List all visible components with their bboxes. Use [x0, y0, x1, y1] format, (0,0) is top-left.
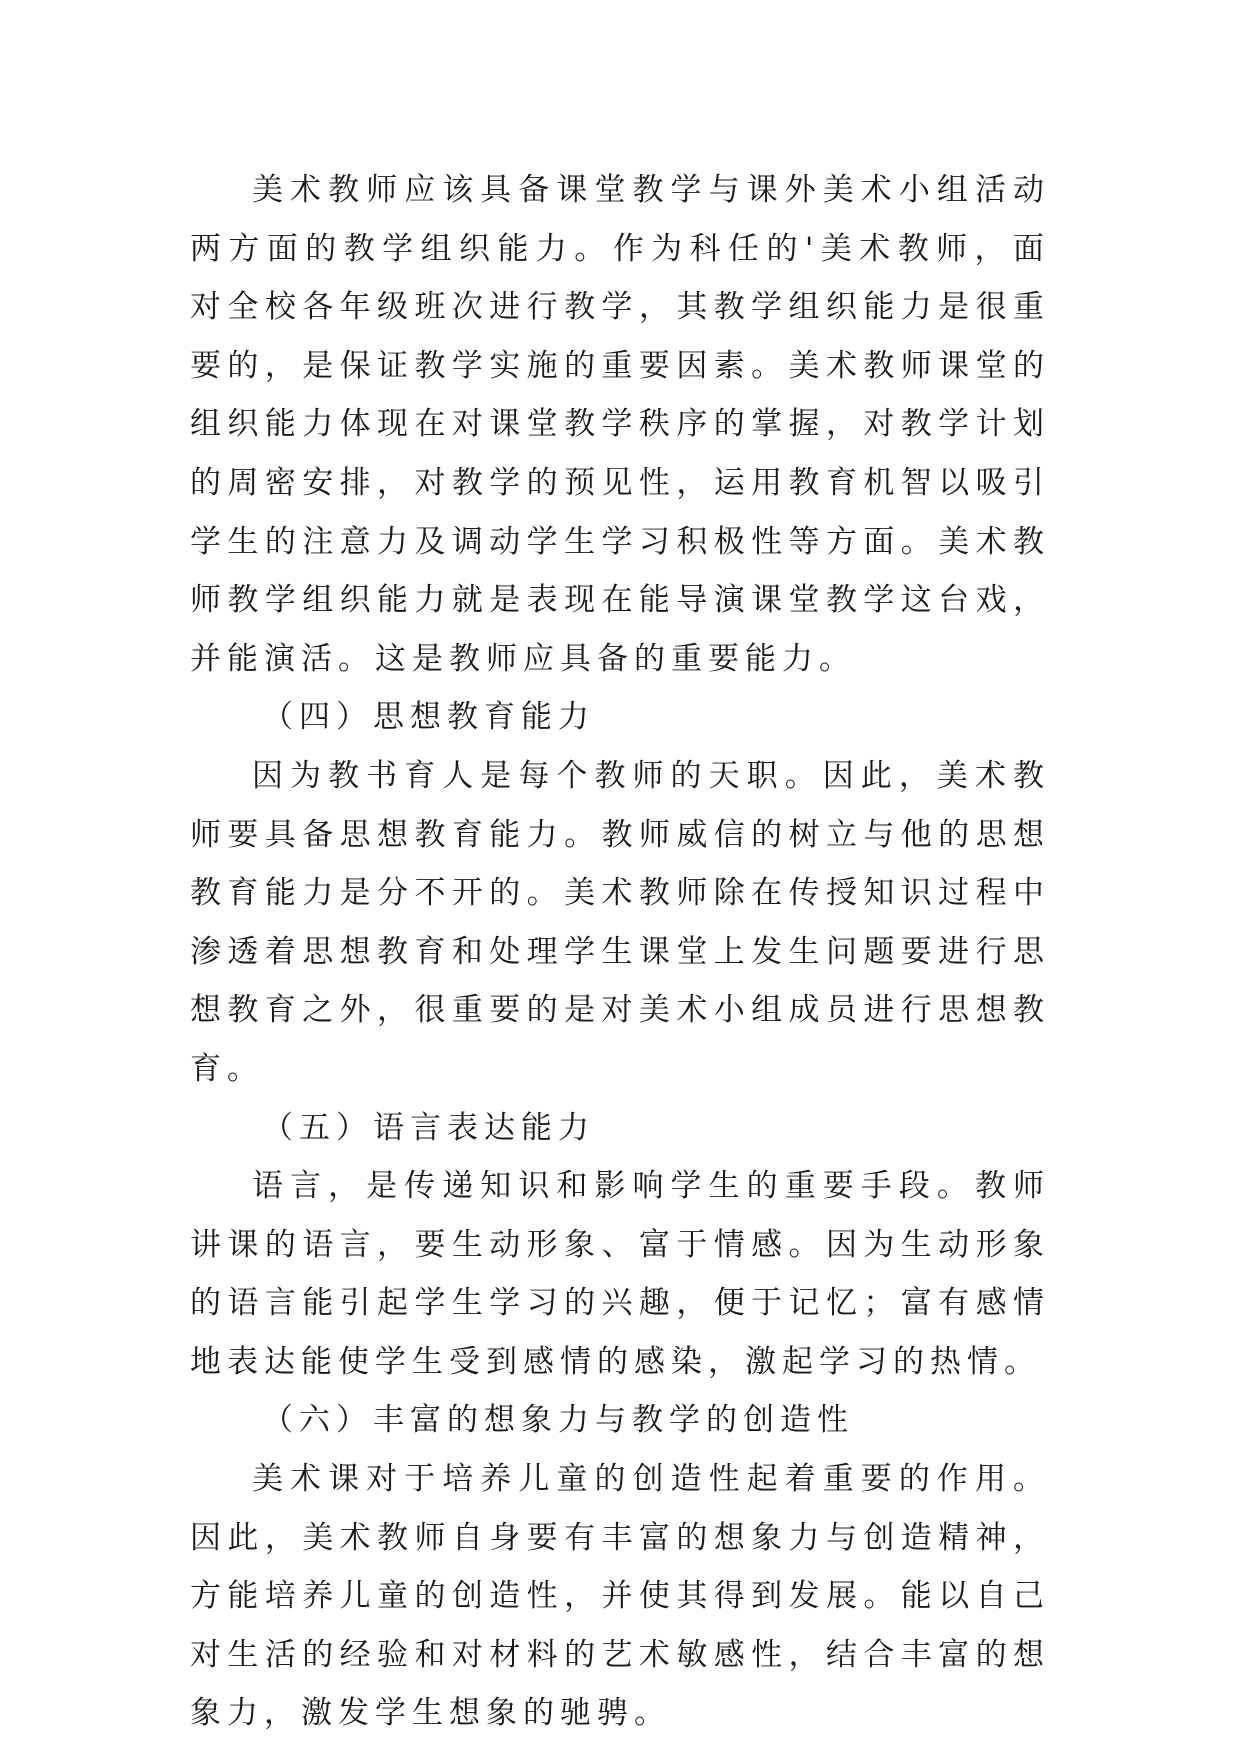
paragraph-organization-ability: 美术教师应该具备课堂教学与课外美术小组活动两方面的教学组织能力。作为科任的'美术教师，面对全校各年级班次进行教学，其教学组织能力是很重要的，是保证教学实施的重要因素。美术教师课堂的组织能力体现在对课堂教学秩序的掌握，对教学计划的周密安排，对教学的预见性，运用教育机智以吸引学生的注意力及调动学生学习积极性等方面。美术教师教学组织能力就是表现在能导演课堂教学这台戏，并能演活。这是教师应具备的重要能力。: [190, 172, 1050, 677]
heading-imagination-creativity: （六）丰富的想象力与教学的创造性: [262, 1402, 854, 1439]
paragraph-language-expression: 语言，是传递知识和影响学生的重要手段。教师讲课的语言，要生动形象、富于情感。因为生动形象的语言能引起学生学习的兴趣，便于记忆；富有感情地表达能使学生受到感情的感染，激起学习的热情。: [190, 1168, 1050, 1380]
document-body: [190, 161, 1050, 1743]
paragraph-ideological-education: 因为教书育人是每个教师的天职。因此，美术教师要具备思想教育能力。教师威信的树立与他的思想教育能力是分不开的。美术教师除在传授知识过程中渗透着思想教育和处理学生课堂上发生问题要进行思想教育之外，很重要的是对美术小组成员进行思想教育。: [190, 757, 1050, 1087]
paragraph-imagination-creativity: 美术课对于培养儿童的创造性起着重要的作用。因此，美术教师自身要有丰富的想象力与创造精神，方能培养儿童的创造性，并使其得到发展。能以自己对生活的经验和对材料的艺术敏感性，结合丰富的想象力，激发学生想象的驰骋。: [190, 1461, 1050, 1732]
heading-ideological-education: （四）思想教育能力: [262, 699, 595, 736]
heading-language-expression: （五）语言表达能力: [262, 1109, 595, 1146]
